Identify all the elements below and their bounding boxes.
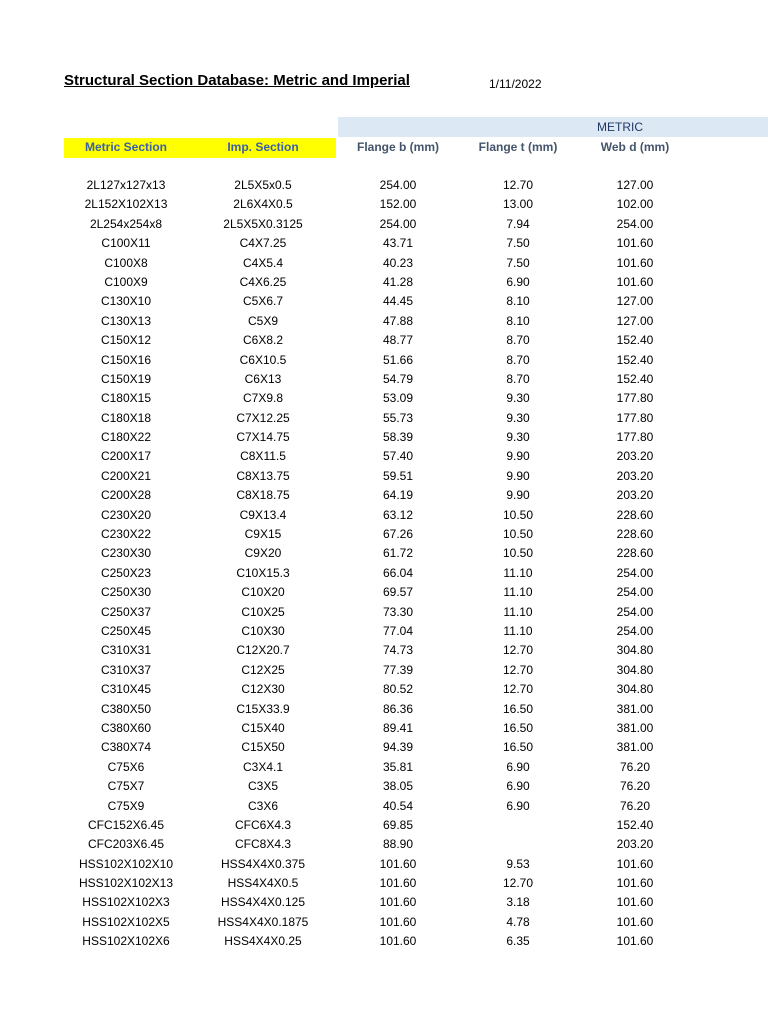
imp-section-cell: C8X11.5 [240, 449, 286, 464]
metric-section-cell: C100X8 [104, 255, 148, 270]
metric-section-cell: C230X20 [100, 507, 152, 522]
web-d-cell: 228.60 [616, 507, 654, 522]
flange-b-cell: 101.60 [379, 934, 417, 949]
imp-section-cell: HSS4X4X0.25 [224, 934, 302, 949]
metric-section-cell: C310X45 [100, 682, 152, 697]
web-d-cell: 304.80 [616, 662, 654, 677]
table-row [0, 176, 768, 195]
imp-section-cell: C9X20 [244, 546, 282, 561]
date-cell: 1/11/2022 [489, 77, 542, 91]
flange-b-cell: 86.36 [382, 701, 414, 716]
table-row [0, 700, 768, 719]
imp-section-cell: 2L5X5x0.5 [234, 178, 292, 192]
flange-b-cell: 101.60 [379, 876, 417, 891]
imp-section-cell: HSS4X4X0.1875 [217, 914, 309, 929]
imp-section-cell: C10X15.3 [236, 565, 290, 580]
flange-t-cell: 9.90 [506, 488, 530, 503]
web-d-cell: 101.60 [616, 255, 654, 270]
flange-t-cell: 7.50 [506, 236, 530, 251]
flange-b-cell: 94.39 [382, 740, 414, 755]
imp-section-cell: C8X18.75 [236, 488, 290, 503]
flange-t-cell: 16.50 [502, 701, 534, 716]
web-d-cell: 152.40 [616, 817, 654, 832]
metric-section-cell: C200X17 [100, 449, 152, 464]
flange-b-cell: 40.23 [382, 255, 414, 270]
table-row [0, 738, 768, 757]
flange-b-cell: 254.00 [379, 216, 417, 231]
table-row [0, 428, 768, 447]
header-flange-t: Flange t (mm) [478, 140, 558, 154]
imp-section-cell: C6X8.2 [242, 333, 284, 348]
table-row [0, 312, 768, 331]
flange-b-cell: 43.71 [382, 236, 414, 251]
metric-section-cell: C75X6 [107, 759, 145, 774]
flange-b-cell: 74.73 [382, 643, 414, 658]
metric-section-cell: C180X18 [100, 410, 152, 425]
table-row [0, 777, 768, 796]
web-d-cell: 152.40 [616, 371, 654, 386]
metric-section-cell: HSS102X102X3 [82, 895, 170, 910]
metric-section-cell: C230X22 [100, 527, 152, 542]
imp-section-cell: CFC8X4.3 [234, 837, 292, 852]
flange-t-cell: 12.70 [502, 662, 534, 677]
web-d-cell: 203.20 [616, 449, 654, 464]
metric-section-cell: CFC152X6.45 [87, 817, 165, 832]
imp-section-cell: C4X7.25 [239, 236, 287, 251]
imp-section-cell: 2L6X4X0.5 [233, 197, 293, 212]
web-d-cell: 203.20 [616, 837, 654, 852]
imp-section-cell: C3X5 [247, 779, 279, 794]
flange-t-cell: 9.53 [506, 856, 530, 871]
flange-b-cell: 101.60 [379, 895, 417, 910]
metric-section-cell: C230X30 [100, 546, 152, 561]
web-d-cell: 101.60 [616, 914, 654, 929]
metric-group-label: METRIC [597, 120, 643, 134]
table-row [0, 913, 768, 932]
web-d-cell: 304.80 [616, 682, 654, 697]
metric-section-cell: HSS102X102X6 [82, 934, 170, 949]
flange-b-cell: 61.72 [382, 546, 414, 561]
imp-section-cell: C10X20 [241, 585, 285, 600]
flange-b-cell: 35.81 [382, 759, 414, 774]
web-d-cell: 127.00 [616, 294, 654, 309]
web-d-cell: 203.20 [616, 468, 654, 483]
imp-section-cell: C3X4.1 [242, 759, 284, 774]
imp-section-cell: C7X14.75 [236, 430, 290, 445]
metric-section-cell: C380X60 [100, 720, 152, 735]
header-flange-b: Flange b (mm) [356, 140, 439, 154]
metric-section-cell: C310X31 [100, 643, 152, 658]
table-row [0, 603, 768, 622]
flange-b-cell: 69.57 [382, 585, 414, 600]
flange-t-cell: 6.35 [506, 934, 530, 949]
metric-section-cell: C250X23 [100, 565, 152, 580]
flange-t-cell: 11.10 [503, 585, 533, 600]
imp-section-cell: C6X10.5 [239, 352, 287, 367]
table-row [0, 641, 768, 660]
flange-t-cell: 12.70 [502, 876, 534, 891]
web-d-cell: 101.60 [616, 856, 654, 871]
table-row [0, 195, 768, 214]
web-d-cell: 254.00 [616, 604, 654, 619]
web-d-cell: 254.00 [616, 623, 654, 638]
flange-t-cell: 8.10 [506, 294, 530, 309]
table-row [0, 254, 768, 273]
table-row [0, 234, 768, 253]
metric-section-cell: 2L152X102X13 [84, 197, 168, 212]
web-d-cell: 76.20 [619, 779, 651, 794]
web-d-cell: 101.60 [616, 876, 654, 891]
flange-b-cell: 44.45 [382, 294, 414, 309]
flange-b-cell: 254.00 [379, 178, 417, 192]
table-row [0, 874, 768, 893]
flange-t-cell: 8.10 [506, 313, 530, 328]
metric-section-cell: C150X12 [100, 333, 152, 348]
flange-b-cell: 58.39 [382, 430, 414, 445]
table-row [0, 719, 768, 738]
web-d-cell: 228.60 [616, 527, 654, 542]
flange-t-cell: 7.94 [506, 216, 530, 231]
table-row [0, 467, 768, 486]
web-d-cell: 254.00 [616, 216, 654, 231]
flange-t-cell: 8.70 [506, 352, 530, 367]
flange-b-cell: 89.41 [382, 720, 414, 735]
web-d-cell: 127.00 [616, 313, 654, 328]
flange-b-cell: 57.40 [382, 449, 414, 464]
flange-t-cell: 13.00 [502, 197, 534, 212]
flange-t-cell: 10.50 [502, 527, 534, 542]
flange-t-cell: 11.10 [503, 623, 533, 638]
imp-section-cell: CFC6X4.3 [234, 817, 292, 832]
metric-section-cell: C75X9 [107, 798, 145, 813]
imp-section-cell: HSS4X4X0.375 [220, 856, 306, 871]
imp-section-cell: C9X15 [244, 527, 282, 542]
flange-b-cell: 53.09 [382, 391, 414, 406]
flange-b-cell: 66.04 [382, 565, 414, 580]
web-d-cell: 76.20 [619, 759, 651, 774]
web-d-cell: 381.00 [616, 720, 654, 735]
metric-section-cell: C100X11 [101, 236, 151, 251]
imp-section-cell: C15X33.9 [236, 701, 290, 716]
flange-t-cell: 10.50 [502, 546, 534, 561]
imp-section-cell: C12X25 [241, 662, 285, 677]
imp-section-cell: C8X13.75 [236, 468, 290, 483]
web-d-cell: 177.80 [616, 410, 654, 425]
web-d-cell: 101.60 [616, 236, 654, 251]
table-row [0, 893, 768, 912]
table-row [0, 544, 768, 563]
web-d-cell: 203.20 [616, 488, 654, 503]
flange-b-cell: 63.12 [382, 507, 414, 522]
flange-b-cell: 59.51 [382, 468, 414, 483]
table-row [0, 932, 768, 951]
flange-t-cell: 9.90 [506, 449, 530, 464]
imp-section-cell: C5X6.7 [242, 294, 284, 309]
metric-section-cell: C250X45 [100, 623, 152, 638]
table-row [0, 351, 768, 370]
flange-t-cell: 16.50 [502, 720, 534, 735]
web-d-cell: 152.40 [616, 352, 654, 367]
imp-section-cell: C3X6 [247, 798, 279, 813]
flange-b-cell: 73.30 [382, 604, 414, 619]
imp-section-cell: C6X13 [244, 371, 282, 386]
web-d-cell: 76.20 [619, 798, 651, 813]
flange-t-cell: 12.70 [502, 682, 534, 697]
table-row [0, 855, 768, 874]
table-row [0, 680, 768, 699]
metric-section-cell: C130X13 [100, 313, 152, 328]
metric-section-cell: HSS102X102X13 [78, 876, 174, 891]
flange-b-cell: 77.39 [382, 662, 414, 677]
metric-section-cell: C100X9 [104, 274, 148, 289]
header-metric-section: Metric Section [84, 140, 168, 154]
flange-b-cell: 80.52 [382, 682, 414, 697]
metric-section-cell: C380X50 [100, 701, 152, 716]
web-d-cell: 228.60 [616, 546, 654, 561]
metric-section-cell: C200X21 [100, 468, 152, 483]
page-title: Structural Section Database: Metric and Imperial [64, 72, 410, 89]
header-imp-section: Imp. Section [227, 140, 299, 154]
flange-t-cell: 7.50 [506, 255, 530, 270]
table-row [0, 583, 768, 602]
imp-section-cell: C15X50 [241, 740, 285, 755]
table-row [0, 797, 768, 816]
table-row [0, 370, 768, 389]
flange-b-cell: 41.28 [382, 274, 414, 289]
imp-section-cell: C7X12.25 [236, 410, 290, 425]
metric-section-cell: 2L254x254x8 [89, 216, 163, 231]
flange-t-cell: 9.30 [506, 391, 530, 406]
web-d-cell: 127.00 [616, 178, 654, 192]
flange-b-cell: 54.79 [382, 371, 414, 386]
metric-section-cell: C150X16 [100, 352, 152, 367]
imp-section-cell: C15X40 [241, 720, 285, 735]
flange-b-cell: 152.00 [379, 197, 417, 212]
metric-section-cell: C310X37 [100, 662, 152, 677]
flange-b-cell: 38.05 [382, 779, 414, 794]
flange-t-cell: 9.90 [506, 468, 530, 483]
flange-b-cell: 40.54 [382, 798, 414, 813]
table-row [0, 758, 768, 777]
table-row [0, 273, 768, 292]
flange-b-cell: 47.88 [382, 313, 414, 328]
web-d-cell: 254.00 [616, 565, 654, 580]
table-row [0, 409, 768, 428]
flange-t-cell: 6.90 [506, 759, 530, 774]
metric-section-cell: C250X30 [100, 585, 152, 600]
flange-b-cell: 101.60 [379, 856, 417, 871]
flange-b-cell: 64.19 [382, 488, 414, 503]
metric-section-cell: C180X15 [100, 391, 152, 406]
flange-t-cell: 12.70 [502, 643, 534, 658]
imp-section-cell: HSS4X4X0.125 [220, 895, 306, 910]
table-row [0, 292, 768, 311]
flange-t-cell: 6.90 [506, 798, 530, 813]
web-d-cell: 254.00 [616, 585, 654, 600]
flange-t-cell: 11.10 [503, 604, 533, 619]
metric-section-cell: C150X19 [100, 371, 152, 386]
flange-b-cell: 48.77 [382, 333, 414, 348]
flange-b-cell: 101.60 [379, 914, 417, 929]
flange-b-cell: 88.90 [382, 837, 414, 852]
flange-t-cell: 16.50 [502, 740, 534, 755]
table-row [0, 389, 768, 408]
table-row [0, 506, 768, 525]
flange-b-cell: 69.85 [382, 817, 414, 832]
table-row [0, 564, 768, 583]
metric-section-cell: CFC203X6.45 [87, 837, 165, 852]
metric-section-cell: C250X37 [100, 604, 152, 619]
imp-section-cell: C9X13.4 [239, 507, 287, 522]
web-d-cell: 101.60 [616, 934, 654, 949]
flange-t-cell: 8.70 [506, 333, 530, 348]
flange-t-cell: 6.90 [506, 274, 530, 289]
web-d-cell: 177.80 [616, 430, 654, 445]
imp-section-cell: C10X25 [241, 604, 285, 619]
imp-section-cell: C12X20.7 [236, 643, 290, 658]
web-d-cell: 101.60 [616, 274, 654, 289]
flange-b-cell: 77.04 [382, 623, 414, 638]
table-row [0, 622, 768, 641]
table-row [0, 331, 768, 350]
web-d-cell: 152.40 [616, 333, 654, 348]
header-web-d: Web d (mm) [600, 140, 670, 154]
web-d-cell: 381.00 [616, 701, 654, 716]
flange-t-cell: 9.30 [506, 430, 530, 445]
metric-section-cell: 2L127x127x13 [86, 178, 166, 192]
metric-group-band [338, 117, 768, 137]
table-row [0, 525, 768, 544]
flange-b-cell: 51.66 [382, 352, 414, 367]
metric-section-cell: HSS102X102X10 [78, 856, 174, 871]
flange-t-cell: 12.70 [502, 178, 534, 192]
imp-section-cell: HSS4X4X0.5 [227, 876, 299, 891]
table-row [0, 816, 768, 835]
metric-section-cell: C75X7 [107, 779, 145, 794]
flange-b-cell: 67.26 [382, 527, 414, 542]
web-d-cell: 102.00 [616, 197, 654, 212]
table-row [0, 661, 768, 680]
section-table [0, 176, 768, 952]
table-row [0, 486, 768, 505]
metric-section-cell: C200X28 [100, 488, 152, 503]
web-d-cell: 177.80 [616, 391, 654, 406]
metric-section-cell: C380X74 [100, 740, 152, 755]
metric-section-cell: C180X22 [100, 430, 152, 445]
flange-b-cell: 55.73 [382, 410, 414, 425]
web-d-cell: 101.60 [616, 895, 654, 910]
web-d-cell: 304.80 [616, 643, 654, 658]
imp-section-cell: C10X30 [241, 623, 285, 638]
table-row [0, 835, 768, 854]
flange-t-cell: 6.90 [506, 779, 530, 794]
table-row [0, 215, 768, 234]
flange-t-cell: 3.18 [506, 895, 530, 910]
imp-section-cell: C12X30 [241, 682, 285, 697]
imp-section-cell: 2L5X5X0.3125 [223, 216, 303, 231]
metric-section-cell: HSS102X102X5 [82, 914, 170, 929]
flange-t-cell: 8.70 [506, 371, 530, 386]
flange-t-cell: 4.78 [506, 914, 530, 929]
imp-section-cell: C5X9 [247, 313, 279, 328]
flange-t-cell: 11.10 [503, 565, 533, 580]
table-row [0, 447, 768, 466]
imp-section-cell: C7X9.8 [242, 391, 284, 406]
web-d-cell: 381.00 [616, 740, 654, 755]
metric-section-cell: C130X10 [100, 294, 152, 309]
imp-section-cell: C4X5.4 [242, 255, 284, 270]
flange-t-cell: 9.30 [506, 410, 530, 425]
imp-section-cell: C4X6.25 [239, 274, 287, 289]
flange-t-cell: 10.50 [502, 507, 534, 522]
